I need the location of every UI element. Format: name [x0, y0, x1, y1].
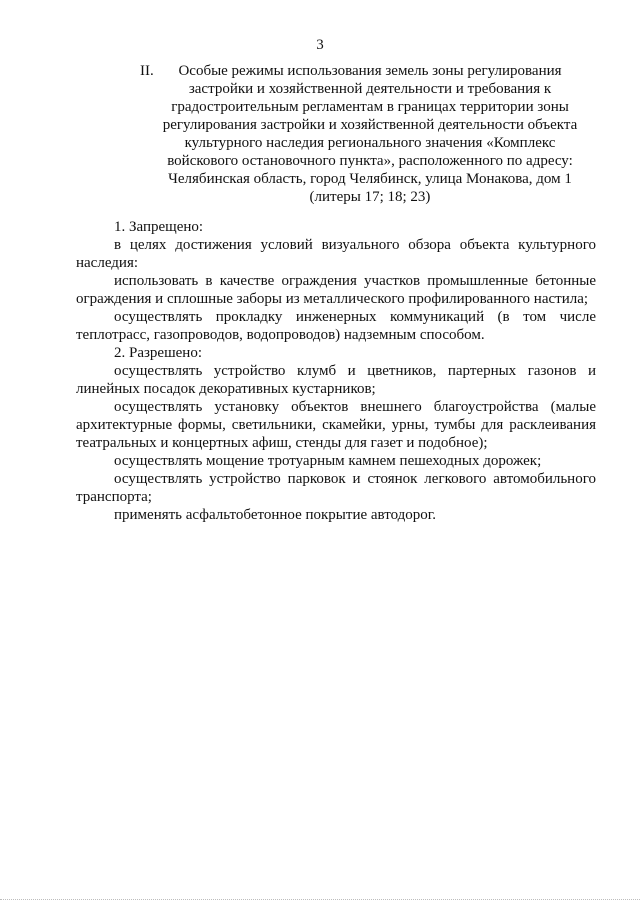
body-paragraph: использовать в качестве ограждения участков промышленные бетонные ограждения и сплошные заборы из металлического профилированного настила;: [76, 273, 596, 307]
page-number: 3: [316, 37, 324, 53]
scan-edge-line: [0, 899, 640, 902]
section-numeral: II.: [140, 63, 154, 79]
prohibited-heading: 1. Запрещено:: [114, 219, 204, 235]
body-paragraph: применять асфальтобетонное покрытие автодорог.: [114, 507, 437, 523]
body-paragraph: осуществлять устройство клумб и цветников, партерных газонов и линейных посадок декоративных кустарников;: [76, 363, 596, 397]
body-paragraph: в целях достижения условий визуального обзора объекта культурного наследия:: [76, 237, 596, 271]
section-title-line: культурного наследия регионального значения «Комплекс: [184, 135, 556, 151]
document-body: [76, 218, 596, 524]
section-title-line: Особые режимы использования земель зоны регулирования: [178, 63, 562, 79]
section-title-line: регулирования застройки и хозяйственной деятельности объекта: [162, 117, 578, 133]
section-title-line: застройки и хозяйственной деятельности и требования к: [188, 81, 552, 97]
body-paragraph: осуществлять устройство парковок и стоянок легкового автомобильного транспорта;: [76, 471, 596, 505]
section-title-line: градостроительным регламентам в границах территории зоны: [171, 99, 569, 115]
section-title: [150, 62, 590, 206]
allowed-heading: 2. Разрешено:: [114, 345, 202, 361]
body-paragraph: осуществлять прокладку инженерных коммуникаций (в том числе теплотрасс, газопроводов, водопроводов) надземным способом.: [76, 309, 596, 343]
section-title-line: Челябинская область, город Челябинск, улица Монакова, дом 1: [168, 171, 572, 187]
body-paragraph: осуществлять мощение тротуарным камнем пешеходных дорожек;: [114, 453, 542, 469]
body-paragraph: осуществлять установку объектов внешнего благоустройства (малые архитектурные формы, светильники, скамейки, урны, тумбы для расклеивания театральных и концертных афиш, стенды для газет и подобное);: [76, 399, 596, 451]
section-title-line: войскового остановочного пункта», расположенного по адресу:: [167, 153, 573, 169]
section-title-line: (литеры 17; 18; 23): [309, 189, 431, 205]
